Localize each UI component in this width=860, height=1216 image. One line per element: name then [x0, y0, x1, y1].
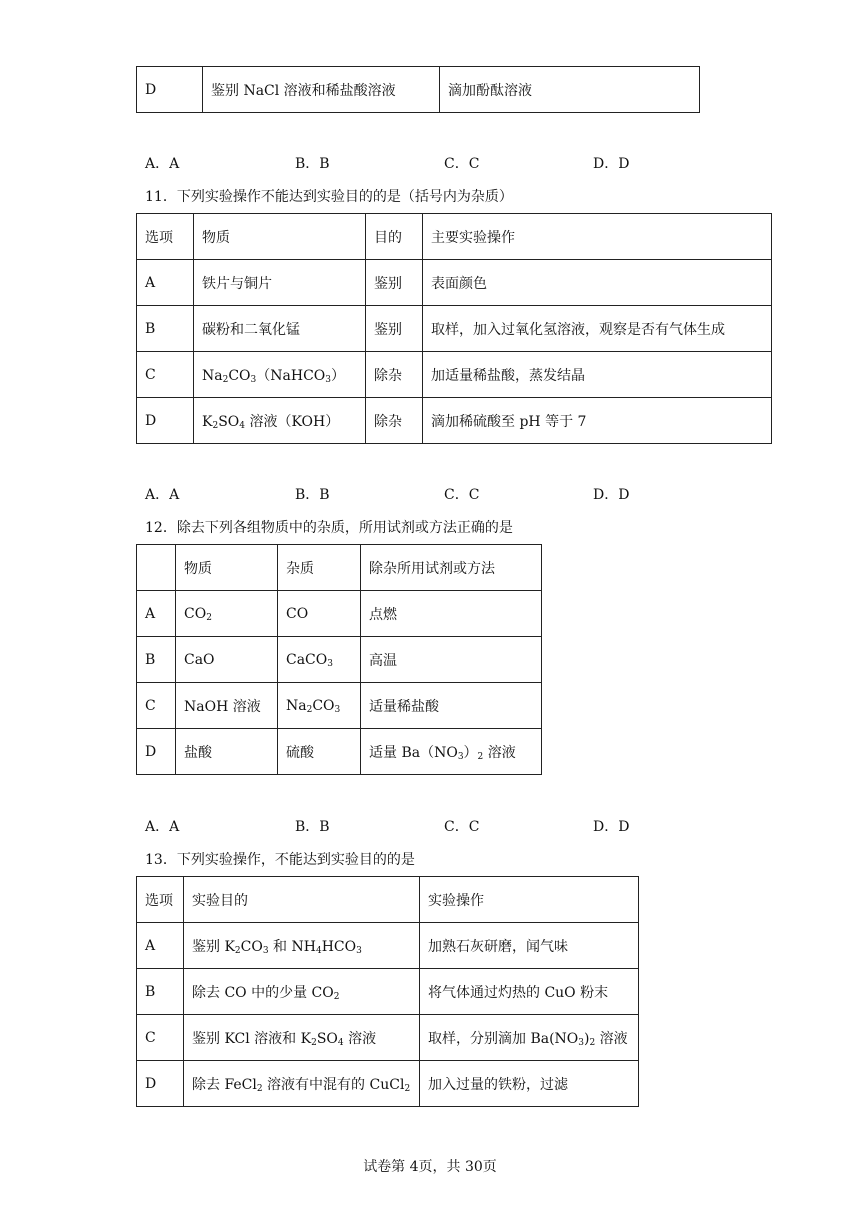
- option-b: B．B: [295, 819, 330, 835]
- option-cell: B: [137, 306, 194, 352]
- header-method: 除杂所用试剂或方法: [361, 545, 542, 591]
- substance-cell: $CO_2$: [176, 591, 278, 637]
- operation-cell: 取样，分别滴加 $Ba(NO_3)_2$ 溶液: [420, 1015, 639, 1061]
- goal-cell: 除杂: [366, 398, 423, 444]
- q13-stem: 13．下列实验操作，不能达到实验目的的是: [145, 852, 415, 868]
- option-cell: C: [137, 352, 194, 398]
- option-cell: D: [137, 729, 176, 775]
- method-cell: 适量 $Ba(NO_3)_2$ 溶液: [361, 729, 542, 775]
- substance-cell: 盐酸: [176, 729, 278, 775]
- goal-cell: 除去 FeCl$_2$ 溶液有中混有的 CuCl$_2$: [184, 1061, 420, 1107]
- option-cell: D: [137, 67, 203, 113]
- table-row: [137, 398, 772, 444]
- table-row: [137, 1015, 639, 1061]
- goal-cell: 除杂: [366, 352, 423, 398]
- table-row: [137, 637, 542, 683]
- q13-table: [136, 876, 639, 1107]
- q12-stem: 12．除去下列各组物质中的杂质，所用试剂或方法正确的是: [145, 520, 513, 536]
- impurity-cell: $Na_2CO_3$: [278, 683, 361, 729]
- substance-cell: NaOH 溶液: [176, 683, 278, 729]
- table-row: [137, 260, 772, 306]
- header-substance: 物质: [176, 545, 278, 591]
- substance-cell: $K_2SO_4$ 溶液（KOH）: [194, 398, 366, 444]
- table-row: [137, 352, 772, 398]
- table-header-row: [137, 877, 639, 923]
- table-row: [137, 729, 542, 775]
- option-cell: C: [137, 683, 176, 729]
- q11-table: [136, 213, 772, 444]
- option-c: C．C: [444, 487, 480, 503]
- goal-cell: 鉴别: [366, 306, 423, 352]
- table-row: [137, 67, 700, 113]
- impurity-cell: 硫酸: [278, 729, 361, 775]
- table-row: [137, 306, 772, 352]
- method-cell: 适量稀盐酸: [361, 683, 542, 729]
- operation-cell: 加适量稀盐酸，蒸发结晶: [423, 352, 772, 398]
- goal-cell: 鉴别 $K_2CO_3$ 和 $NH_4HCO_3$: [184, 923, 420, 969]
- operation-cell: 滴加稀硫酸至 pH 等于 7: [423, 398, 772, 444]
- operation-cell: 取样，加入过氧化氢溶液，观察是否有气体生成: [423, 306, 772, 352]
- table-header-row: [137, 214, 772, 260]
- method-cell: 点燃: [361, 591, 542, 637]
- option-b: B．B: [295, 156, 330, 172]
- table-row: [137, 591, 542, 637]
- option-cell: D: [137, 398, 194, 444]
- table-row: [137, 683, 542, 729]
- option-c: C．C: [444, 819, 480, 835]
- substance-cell: $Na_2CO_3(NaHCO_3)$: [194, 352, 366, 398]
- table-header-row: [137, 545, 542, 591]
- table-row: [137, 969, 639, 1015]
- header-option: 选项: [137, 877, 184, 923]
- q12-table: [136, 544, 542, 775]
- goal-cell: 鉴别: [366, 260, 423, 306]
- option-cell: A: [137, 260, 194, 306]
- option-a: A．A: [145, 156, 180, 172]
- operation-cell: 表面颜色: [423, 260, 772, 306]
- header-goal: 目的: [366, 214, 423, 260]
- impurity-cell: CaCO$_3$: [278, 637, 361, 683]
- table-row: [137, 923, 639, 969]
- option-b: B．B: [295, 487, 330, 503]
- option-cell: D: [137, 1061, 184, 1107]
- option-cell: A: [137, 591, 176, 637]
- substance-cell: CaO: [176, 637, 278, 683]
- substance-cell: 碳粉和二氧化锰: [194, 306, 366, 352]
- option-d: D．D: [593, 819, 630, 835]
- option-cell: B: [137, 969, 184, 1015]
- content-cell: 鉴别 NaCl 溶液和稀盐酸溶液: [203, 67, 440, 113]
- impurity-cell: CO: [278, 591, 361, 637]
- option-d: D．D: [593, 156, 630, 172]
- page-footer: 试卷第 4页，共 30页: [363, 1159, 497, 1175]
- goal-cell: 除去 CO 中的少量 $CO_2$: [184, 969, 420, 1015]
- operation-cell: 将气体通过灼热的 CuO 粉末: [420, 969, 639, 1015]
- option-c: C．C: [444, 156, 480, 172]
- substance-cell: 铁片与铜片: [194, 260, 366, 306]
- option-a: A．A: [145, 819, 180, 835]
- operation-cell: 滴加酚酞溶液: [440, 67, 700, 113]
- option-cell: A: [137, 923, 184, 969]
- header-substance: 物质: [194, 214, 366, 260]
- operation-cell: 加入过量的铁粉，过滤: [420, 1061, 639, 1107]
- header-goal: 实验目的: [184, 877, 420, 923]
- option-cell: C: [137, 1015, 184, 1061]
- option-a: A．A: [145, 487, 180, 503]
- method-cell: 高温: [361, 637, 542, 683]
- header-operation: 主要实验操作: [423, 214, 772, 260]
- table-row: [137, 1061, 639, 1107]
- q11-stem: 11．下列实验操作不能达到实验目的的是（括号内为杂质）: [145, 189, 513, 205]
- q10-table-tail: [136, 66, 700, 113]
- goal-cell: 鉴别 KCl 溶液和 $K_2SO_4$ 溶液: [184, 1015, 420, 1061]
- option-d: D．D: [593, 487, 630, 503]
- option-cell: B: [137, 637, 176, 683]
- operation-cell: 加熟石灰研磨，闻气味: [420, 923, 639, 969]
- header-option: [137, 545, 176, 591]
- header-impurity: 杂质: [278, 545, 361, 591]
- header-option: 选项: [137, 214, 194, 260]
- header-operation: 实验操作: [420, 877, 639, 923]
